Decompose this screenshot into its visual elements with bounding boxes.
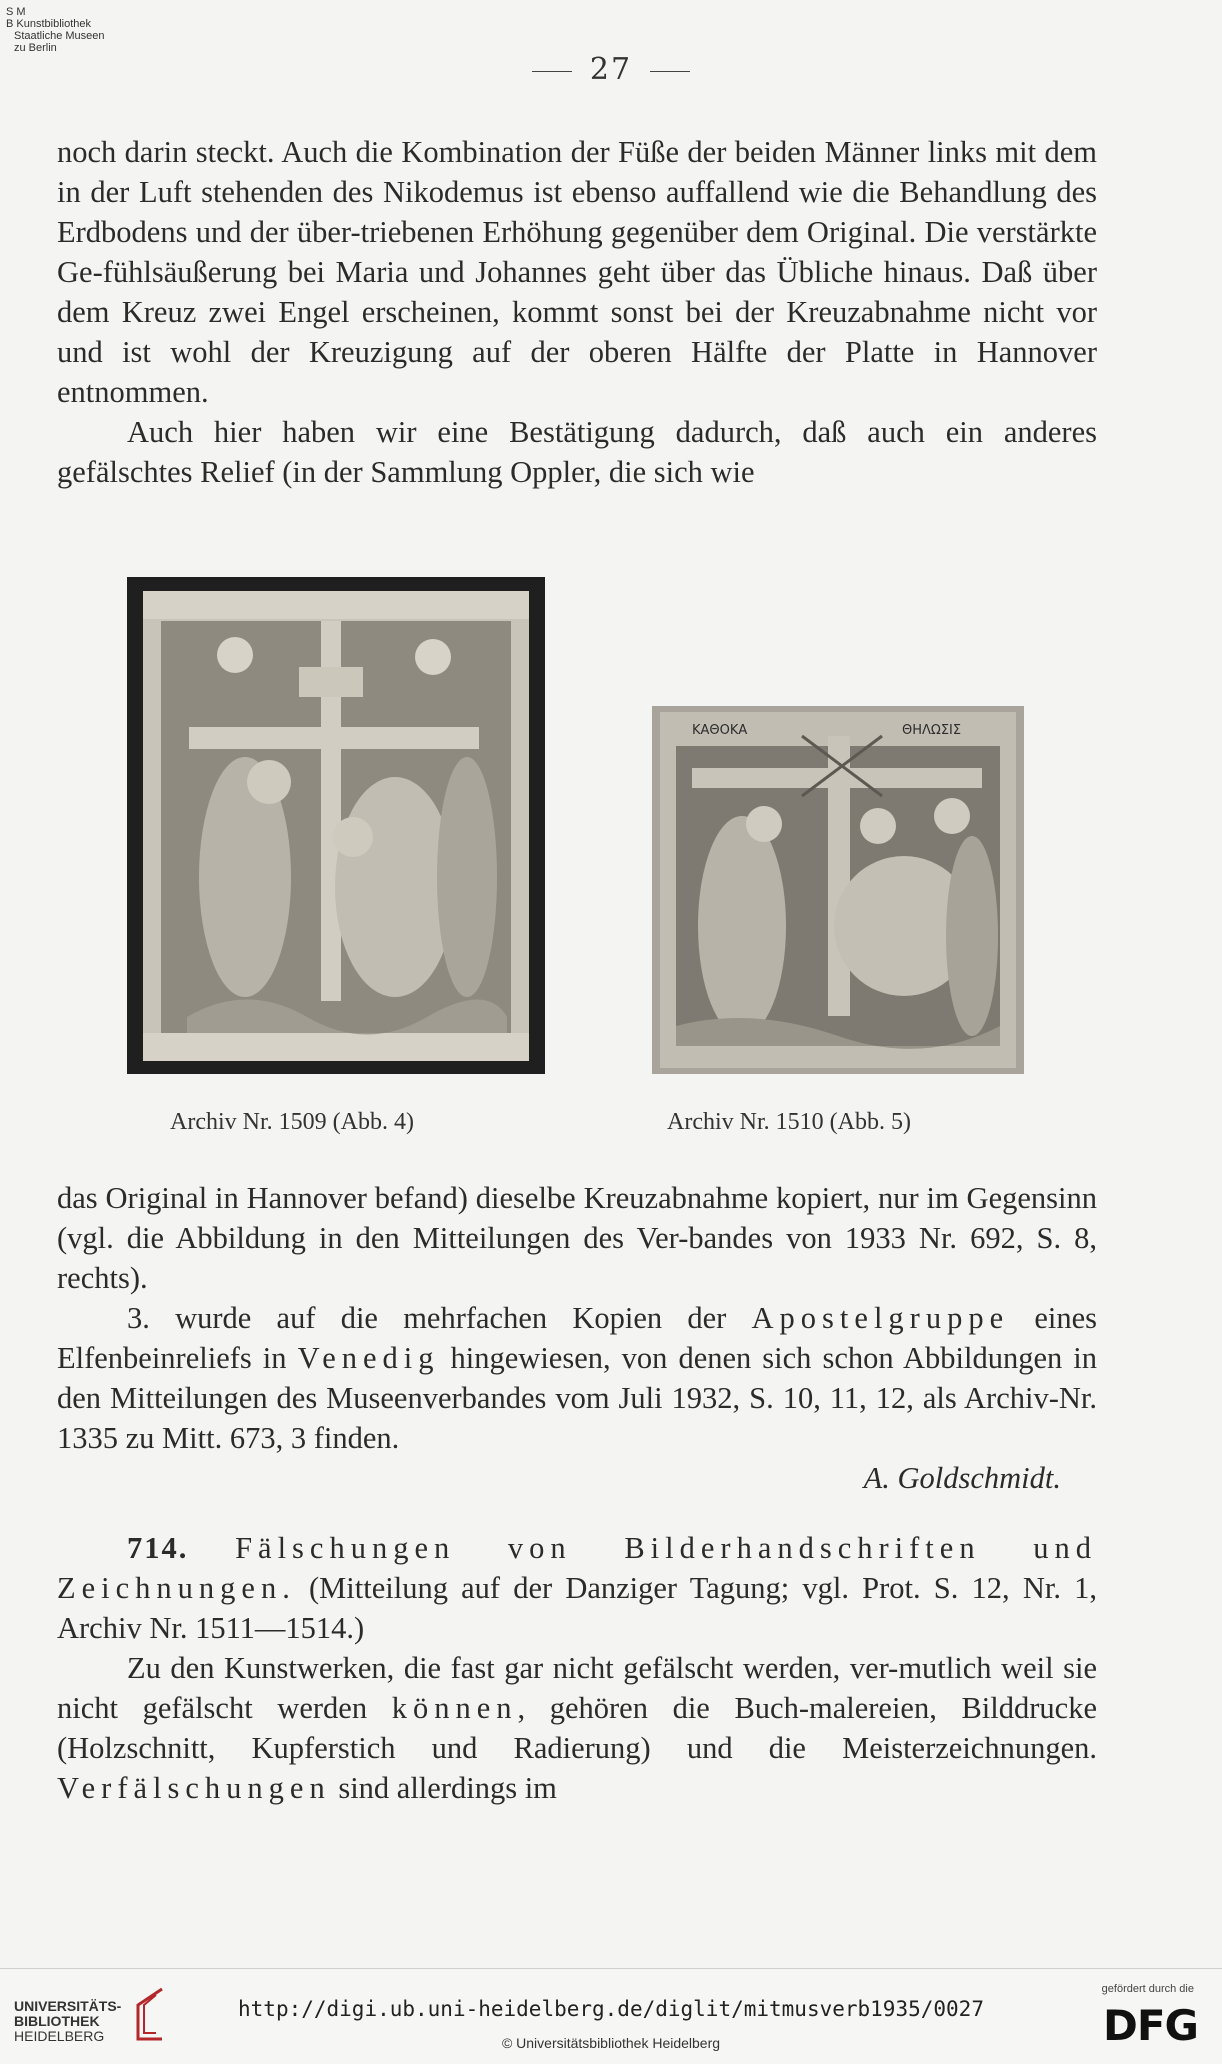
text-run: sind allerdings im [330,1771,557,1805]
footer [0,1968,1222,2064]
uni-line: UNIVERSITÄTS- [14,1998,122,2014]
inscription-right: ΘΗΛΩΣΙΣ [902,723,962,738]
page-number-value: 27 [589,52,633,87]
source-url[interactable]: http://digi.ub.uni-heidelberg.de/diglit/mitmusverb1935/0027 [238,1997,984,2021]
caption-abb4: Archiv Nr. 1509 (Abb. 4) [170,1109,414,1135]
text-spaced: können [391,1691,518,1725]
text-run: Zu den Kunstwerken, die fast gar nicht gefälscht werden, ver-mutlich weil sie nicht gefälscht werden [57,1651,1097,1725]
text-spaced: Verfälschungen [57,1771,331,1805]
section-title-rest: (Mitteilung auf der Danziger Tagung; vgl. Prot. S. 12, Nr. 1, Archiv Nr. 1511—1514.) [57,1571,1097,1645]
dash-left [532,71,572,72]
section-714 [57,1528,1097,1808]
stamp-line: B Kunstbibliothek [6,18,91,30]
paragraph [57,1648,1097,1808]
inscription-left: ΚΑΘΟΚΑ [692,723,748,738]
text-block-middle [57,1178,1097,1498]
text-run: 3. wurde auf die mehrfachen Kopien der [127,1301,752,1335]
page-number [0,52,1222,87]
section-heading [57,1528,1097,1648]
text-run: hingewiesen, von denen sich schon Abbildungen in den Mitteilungen des Museenverbandes vom Juli 1932, S. 10, 11, 12, als Archiv-Nr. 1335 zu Mitt. 673, 3 finden. [57,1341,1097,1455]
dfg-label: gefördert durch die [1101,1983,1194,1995]
text-run: eines Elfenbeinreliefs in [57,1301,1097,1375]
library-stamp [6,6,105,54]
caption-abb5: Archiv Nr. 1510 (Abb. 5) [667,1109,911,1135]
uni-line: HEIDELBERG [14,2028,105,2044]
section-number: 714. [127,1531,189,1565]
stamp-line: Staatliche Museen [14,30,105,42]
dash-right [650,71,690,72]
paragraph [57,1298,1097,1458]
dfg-logo: DFG [1102,2001,1198,2050]
paragraph: Auch hier haben wir eine Bestätigung dadurch, daß auch ein anderes gefälschtes Relief (in der Sammlung Oppler, die sich wie [57,415,1097,489]
relief-image-abb5 [652,706,1024,1074]
stamp-line: S M [6,6,26,18]
text-run: , gehören die Buch-malereien, Bilddrucke (Holzschnitt, Kupferstich und Radierung) und die Meisterzeichnungen. [57,1691,1097,1765]
relief-image-abb4 [127,577,545,1074]
text-spaced: Venedig [297,1341,440,1375]
copyright: © Universitätsbibliothek Heidelberg [501,2035,721,2051]
relief-abb5-drawing [652,706,1024,1074]
uni-line: BIBLIOTHEK [14,2013,100,2029]
paragraph: noch darin steckt. Auch die Kombination der Füße der beiden Männer links mit dem in der Luft stehenden des Nikodemus ist ebenso auffallend wie die Behandlung des Erdbodens und der über-triebenen Erhöhung gegenüber dem Original. Die verstärkte Ge-fühlsäußerung bei Maria und Johannes geht über das Übliche hinaus. Daß über dem Kreuz zwei Engel erscheinen, kommt sonst bei der Kreuzabnahme nicht vor und ist wohl der Kreuzigung auf der oberen Hälfte der Platte in Hannover entnommen. [57,135,1097,409]
text-block-top [57,132,1097,492]
section-title: Fälschungen von Bilderhandschriften und Zeichnungen. [57,1531,1097,1605]
text-spaced: Apostelgruppe [751,1301,1010,1335]
paragraph: das Original in Hannover befand) dieselbe Kreuzabnahme kopiert, nur im Gegensinn (vgl. die Abbildung in den Mitteilungen des Ver-bandes von 1933 Nr. 692, S. 8, rechts). [57,1181,1097,1295]
signature: A. Goldschmidt. [863,1461,1061,1495]
relief-abb4-drawing [127,577,545,1074]
stamp-line: zu Berlin [14,42,57,54]
